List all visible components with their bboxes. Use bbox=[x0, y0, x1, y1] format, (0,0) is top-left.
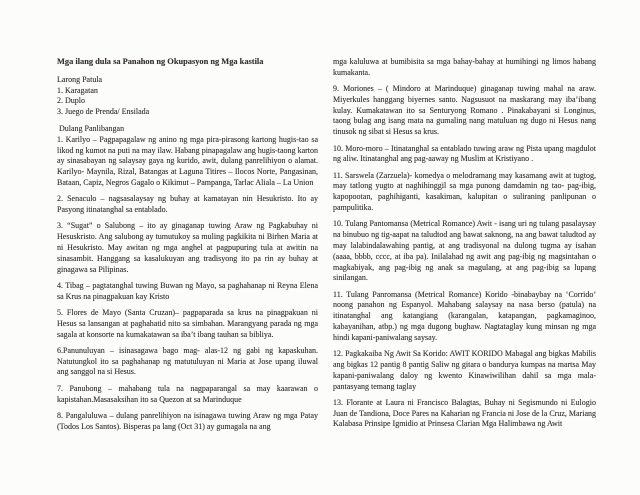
paragraph-flores-de-mayo: 5. Flores de Mayo (Santa Cruzan)– pagpaparada sa krus na pinagpakuan ni Hesus sa lansangan at paghahatid nito sa simbahan. Marangyang parada ng mga sagala at konsorte na kumakatawan sa iba’t ibang tauhan sa bibliya. bbox=[57, 307, 318, 339]
paragraph-sugat-salubong: 3. “Sugat” o Salubong – ito ay ginaganap tuwing Araw ng Pagkabuhay ni Hesuskristo. Ang salubong ay tumutukoy sa muling pagkikita ni Birhen Maria at ni Hesukristo. May awitan ng mga anghel at pagpupuring tula at awitin na sinasambit. Hanggang sa kasalukuyan ang tradisyong ito pa rin ay buhay at ginagawa sa Pilipinas. bbox=[57, 221, 318, 274]
paragraph-pangaluluwa-continuation: mga kaluluwa at bumibisita sa mga bahay-bahay at humihingi ng limos habang kumakanta. bbox=[333, 57, 596, 77]
paragraph-moro-moro: 10. Moro-moro – Itinatanghal sa entablado tuwing araw ng Pista upang magdulot ng aliw. Itinatanghal ang pag-aaway ng Muslim at Kristiyano . bbox=[333, 143, 596, 164]
list-item-duplo: 2. Duplo bbox=[57, 96, 85, 106]
section-heading-dulang-panlibangan: Dulang Panlibangan bbox=[59, 123, 125, 133]
paragraph-sarswela: 11. Sarswela (Zarzuela)- komedya o melodramang may kasamang awit at tugtog, may tatlong yugto at naghihinggil sa mga punong damdamin ng tao- pag-ibig, kapopootan, paghihiganti, kasakiman, kalupitan o suliraning panlipunan o pampulitika. bbox=[333, 170, 596, 213]
paragraph-pagkakaiba-awit-korido: 12. Pagkakaiba Ng Awit Sa Korido: AWIT KORIDO Mabagal ang bigkas Mabilis ang bigkas 12 pantig 8 pantig Saliw ng gitara o bandurya kumpas na martsa May kapani-paniwalang daloy ng kwento Kinawiwilihan dahil sa mga mala- pantasyang temang taglay bbox=[333, 349, 596, 391]
paragraph-tulang-panromansa-korido: 11. Tulang Panromansa (Metrical Romance) Korido -binabaybay na ‘Corrido’ noong panahon ng Espanyol. Mahabang salaysay na nasa berso (patula) na itinatanghal ang katangiang (karangalan, katapangan, pagkamaginoo, kabayanihan, atbp.) ng mga dugong bughaw. Nagtataglay kung minsan ng mga hindi kapani-paniwalang saysay. bbox=[333, 289, 596, 342]
paragraph-moriones: 9. Moriones – ( Mindoro at Marinduque) ginaganap tuwing mahal na araw. Miyerkules hanggang biyernes santo. Nagsusuot na maskarang may iba’ibang kulay. Kumakatawan ito sa Senturyong Romano . Pinakabayani si Longinus, taong bulag ang isang mata na gumaling nang matuluan ng dugo ni Hesus nang tinusok ng sibat si Hesus sa krus. bbox=[333, 84, 596, 137]
right-column bbox=[333, 57, 596, 485]
larong-patula-list bbox=[57, 75, 318, 118]
paragraph-tulang-pantomansa-awit: 10. Tulang Pantomansa (Metrical Romance) Awit - isang uri ng tulang pasalaysay na binubuo ng tig-aapat na taludtod ang bawat saknong, na ang bawat taludtod ay may lalabindalawahing pantig, at ang tradisyonal na dulong tugma ay isahan (aaaa, bbbb, cccc, at iba pa). Inilalahad ng awit ang pag-ibig ng magsintahan o magkabiyak, ang pag-ibig ng anak sa magulang, at ang pag-ibig sa lupang sinilangan. bbox=[333, 219, 596, 283]
paragraph-panunuluyan: 6.Panunuluyan – isinasagawa bago mag- alas-12 ng gabi ng kapaskuhan. Natutungkol ito sa paghahanap ng matutuluyan ni Maria at Jose upang iluwal ang sanggol na si Hesus. bbox=[57, 345, 318, 377]
paragraph-senaculo: 2. Senaculo – nagsasalaysay ng buhay at kamatayan nin Hesukristo. Ito ay Pasyong itinatanghal sa entablado. bbox=[57, 194, 318, 215]
paragraph-panubong: 7. Panubong – mahabang tula na nagpaparangal sa may kaarawan o kapistahan.Masasaksihan ito sa Quezon at sa Marinduque bbox=[57, 383, 318, 404]
list-item-karagatan: 1. Karagatan bbox=[57, 85, 98, 95]
document-title: Mga ilang dula sa Panahon ng Okupasyon ng Mga kastila bbox=[57, 57, 264, 66]
paragraph-pangaluluwa: 8. Pangaluluwa – dulang panrelihiyon na isinagawa tuwing Araw ng mga Patay (Todos Los Santos). Bisperas pa lang (Oct 31) ay gumagala na ang bbox=[57, 410, 318, 431]
paragraph-halimbawa-ng-awit: 13. Florante at Laura ni Francisco Balagtas, Buhay ni Segismundo ni Eulogio Juan de Tandiona, Doce Pares na Kaharian ng Francia ni Jose de la Cruz, Mariang Kalabasa Prinsipe Igmidio at Prinsesa Clarian Mga Halimbawa ng Awit bbox=[333, 397, 596, 429]
list-heading: Larong Patula bbox=[57, 74, 103, 84]
left-column bbox=[57, 57, 318, 485]
paragraph-karilyo: 1. Karilyo – Pagpapagalaw ng anino ng mga pira-pirasong kartong hugis-tao sa likod ng kumot na puti na may ilaw. Habang pinapagalaw ang hugis-taong karton ay sinasabayan ng salaysay gaya ng kurido, awit, dulang panrelihiyon o alamat. Karilyo- Maynila, Rizal, Batangas at Laguna Titires – Ilocos Norte, Pangasinan, Bataan, Capiz, Negros Gagalo o Kikimut – Pampanga, Tarlac Aliala – La Union bbox=[57, 134, 318, 187]
paragraph-tibag: 4. Tibag – pagtatanghal tuwing Buwan ng Mayo, sa paghahanap ni Reyna Elena sa Krus na pinagpakuan kay Kristo bbox=[57, 280, 318, 301]
list-item-juego-de-prenda: 3. Juego de Prenda/ Ensilada bbox=[57, 107, 150, 117]
